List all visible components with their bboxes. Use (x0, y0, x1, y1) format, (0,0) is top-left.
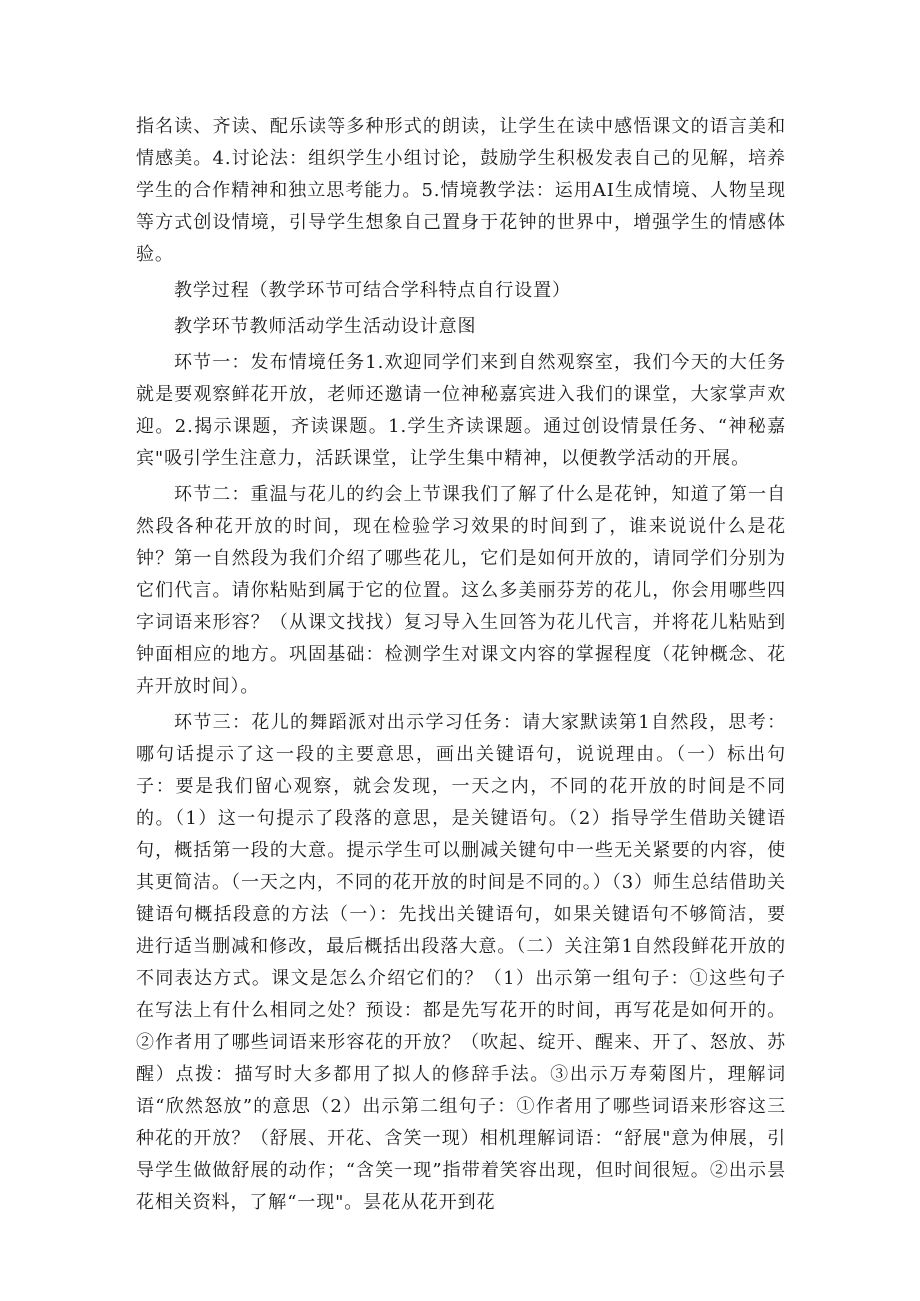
paragraph-teaching-methods: 指名读、齐读、配乐读等多种形式的朗读，让学生在读中感悟课文的语言美和情感美。4.讨论法：组织学生小组讨论，鼓励学生积极发表自己的见解，培养学生的合作精神和独立思考能力。5.情境教学法：运用AI生成情境、人物呈现等方式创设情境，引导学生想象自己置身于花钟的世界中，增强学生的情感体验。 (136, 116, 786, 265)
paragraph-step-three: 环节三：花儿的舞蹈派对出示学习任务：请大家默读第1自然段，思考：哪句话提示了这一段的主要意思，画出关键语句，说说理由。（一）标出句子：要是我们留心观察，就会发现，一天之内，不同的花开放的时间是不同的。（1）这一句提示了段落的意思，是关键语句。（2）指导学生借助关键语句，概括第一段的大意。提示学生可以删减关键句中一些无关紧要的内容，使其更简洁。（一天之内，不同的花开放的时间是不同的。）（3）师生总结借助关键语句概括段意的方法（一）：先找出关键语句，如果关键语句不够简洁，要进行适当删减和修改，最后概括出段落大意。（二）关注第1自然段鲜花开放的不同表达方式。课文是怎么介绍它们的？（1）出示第一组句子：①这些句子在写法上有什么相同之处？预设：都是先写花开的时间，再写花是如何开的。②作者用了哪些词语来形容花的开放？（吹起、绽开、醒来、开了、怒放、苏醒）点拨：描写时大多都用了拟人的修辞手法。③出示万寿菊图片，理解词语“欣然怒放”的意思（2）出示第二组句子：①作者用了哪些词语来形容这三种花的开放？（舒展、开花、含笑一现）相机理解词语：“舒展"意为伸展，引导学生做做舒展的动作；“含笑一现”指带着笑容出现，但时间很短。②出示昙花相关资料，了解“一现"。昙花从花开到花 (136, 712, 786, 1213)
document-page (136, 111, 786, 1223)
paragraph-step-two: 环节二：重温与花儿的约会上节课我们了解了什么是花钟，知道了第一自然段各种花开放的时间，现在检验学习效果的时间到了，谁来说说什么是花钟？第一自然段为我们介绍了哪些花儿，它们是如何开放的，请同学们分别为它们代言。请你粘贴到属于它的位置。这么多美丽芬芳的花儿，你会用哪些四字词语来形容？（从课文找找）复习导入生回答为花儿代言，并将花儿粘贴到钟面相应的地方。巩固基础：检测学生对课文内容的掌握程度（花钟概念、花卉开放时间）。 (136, 484, 786, 697)
paragraph-process-heading: 教学过程（教学环节可结合学科特点自行设置） (174, 280, 571, 301)
paragraph-step-one: 环节一：发布情境任务1.欢迎同学们来到自然观察室，我们今天的大任务就是要观察鲜花开放，老师还邀请一位神秘嘉宾进入我们的课堂，大家掌声欢迎。2.揭示课题，齐读课题。1.学生齐读课题。通过创设情景任务、“神秘嘉宾"吸引学生注意力，活跃课堂，让学生集中精神，以便教学活动的开展。 (136, 352, 786, 469)
paragraph-table-header: 教学环节教师活动学生活动设计意图 (174, 316, 477, 337)
